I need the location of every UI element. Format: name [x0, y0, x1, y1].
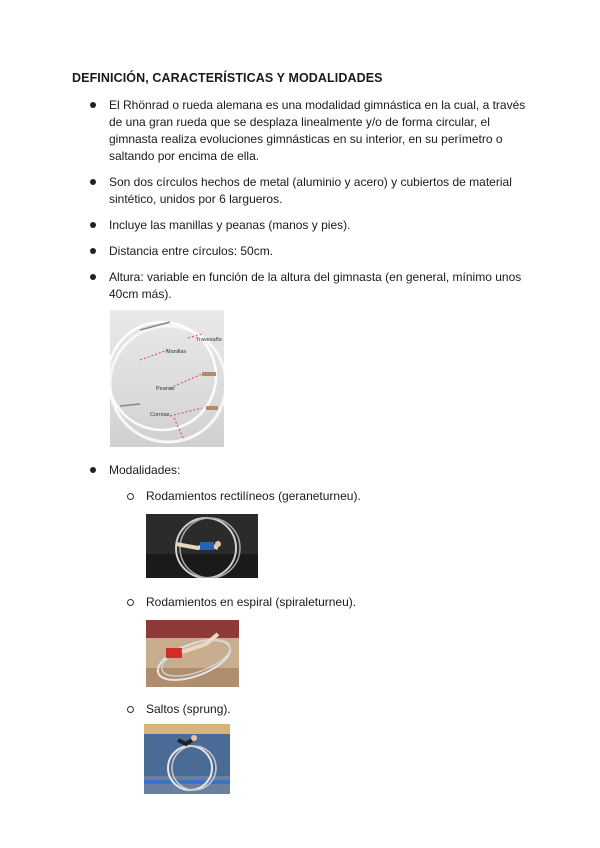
bullet-icon [90, 274, 96, 280]
diagram-label-manillas: Manillas [166, 349, 187, 355]
diagram-label-top: Travesaño [196, 337, 222, 343]
sub-bullet-text: Rodamientos rectilíneos (geraneturneu). [146, 489, 361, 503]
bullet-item [88, 97, 538, 165]
sub-bullet-item [127, 488, 361, 505]
modalidades-bullet [88, 462, 180, 479]
sub-bullet-item [127, 594, 356, 611]
bullet-item [88, 217, 538, 234]
rhonrad-diagram-svg [110, 310, 224, 447]
diagram-label-peanas: Peanas [156, 386, 175, 392]
modalidades-label: Modalidades: [109, 463, 181, 477]
bullet-icon [90, 248, 96, 254]
section-heading: DEFINICIÓN, CARACTERÍSTICAS Y MODALIDADES [72, 71, 383, 85]
bullet-item [88, 269, 538, 303]
bullet-icon [90, 179, 96, 185]
sub-bullet-item [127, 701, 231, 718]
bullet-text: Son dos círculos hechos de metal (aluminio y acero) y cubiertos de material sintético, unidos por 6 largueros. [109, 175, 512, 206]
sub-bullet-icon [127, 599, 134, 606]
bullet-item [88, 243, 538, 260]
bullet-icon [90, 102, 96, 108]
sub-bullet-icon [127, 706, 134, 713]
characteristics-list [88, 97, 538, 312]
sub-bullet-text: Rodamientos en espiral (spiraleturneu). [146, 595, 357, 609]
bullet-text: Altura: variable en función de la altura del gimnasta (en general, mínimo unos 40cm más). [109, 270, 522, 301]
bullet-item [88, 174, 538, 208]
bullet-text: Incluye las manillas y peanas (manos y pies). [109, 218, 351, 232]
bullet-icon [90, 467, 96, 473]
sub-bullet-icon [127, 493, 134, 500]
sub-bullet-text: Saltos (sprung). [146, 702, 231, 716]
bullet-text: Distancia entre círculos: 50cm. [109, 244, 274, 258]
photo-espiral-svg [146, 620, 239, 687]
photo-rodamientos-espiral [146, 620, 239, 687]
bullet-text: El Rhönrad o rueda alemana es una modalidad gimnástica en la cual, a través de una gran rueda que se desplaza linealmente y/o de forma circular, el gimnasta realiza evoluciones gimnásticas en su interior, en su perímetro o saltando por encima de ella. [109, 98, 526, 163]
rhonrad-diagram-image [110, 310, 224, 447]
diagram-label-correas: Correas [150, 412, 170, 418]
photo-saltos [144, 724, 230, 794]
photo-saltos-svg [144, 724, 230, 794]
bullet-icon [90, 222, 96, 228]
photo-rectilineos-svg [146, 514, 258, 578]
photo-rodamientos-rectilineos [146, 514, 258, 578]
